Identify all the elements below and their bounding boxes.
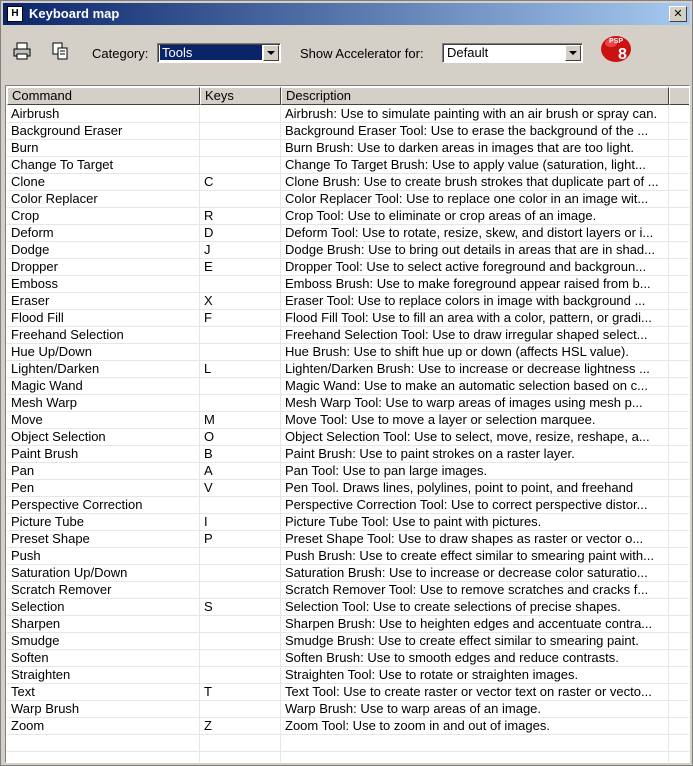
table-row[interactable] [7, 497, 690, 514]
filler-cell [669, 412, 690, 428]
filler-cell [669, 208, 690, 224]
filler-cell [669, 463, 690, 479]
app-icon: H [7, 6, 23, 22]
keys-cell [200, 157, 281, 173]
keys-cell: X [200, 293, 281, 309]
description-cell: Dodge Brush: Use to bring out details in areas that are in shad... [281, 242, 669, 258]
table-row[interactable] [7, 582, 690, 599]
description-cell: Pan Tool: Use to pan large images. [281, 463, 669, 479]
filler-cell [669, 106, 690, 122]
description-cell: Hue Brush: Use to shift hue up or down (affects HSL value). [281, 344, 669, 360]
command-cell: Freehand Selection [7, 327, 200, 343]
filler-cell [669, 174, 690, 190]
table-row[interactable] [7, 718, 690, 735]
description-cell: Freehand Selection Tool: Use to draw irregular shaped select... [281, 327, 669, 343]
command-cell: Zoom [7, 718, 200, 734]
command-cell: Straighten [7, 667, 200, 683]
command-cell: Flood Fill [7, 310, 200, 326]
description-cell: Dropper Tool: Use to select active foreground and backgroun... [281, 259, 669, 275]
command-cell: Soften [7, 650, 200, 666]
command-cell: Smudge [7, 633, 200, 649]
table-row[interactable] [7, 157, 690, 174]
keys-cell [200, 327, 281, 343]
filler-cell [669, 395, 690, 411]
command-cell [7, 752, 200, 763]
description-cell: Clone Brush: Use to create brush strokes that duplicate part of ... [281, 174, 669, 190]
keys-cell [200, 123, 281, 139]
command-cell: Dropper [7, 259, 200, 275]
filler-cell [669, 378, 690, 394]
command-cell [7, 735, 200, 751]
description-cell: Perspective Correction Tool: Use to correct perspective distor... [281, 497, 669, 513]
table-row[interactable] [7, 565, 690, 582]
keys-cell [200, 276, 281, 292]
keys-cell: M [200, 412, 281, 428]
table-row[interactable] [7, 633, 690, 650]
description-cell: Crop Tool: Use to eliminate or crop areas of an image. [281, 208, 669, 224]
table-row[interactable] [7, 531, 690, 548]
keys-cell: J [200, 242, 281, 258]
filler-cell [669, 344, 690, 360]
description-cell: Burn Brush: Use to darken areas in images that are too light. [281, 140, 669, 156]
description-cell: Mesh Warp Tool: Use to warp areas of images using mesh p... [281, 395, 669, 411]
copy-icon[interactable] [49, 40, 71, 62]
description-cell: Text Tool: Use to create raster or vector text on raster or vecto... [281, 684, 669, 700]
table-row[interactable] [7, 395, 690, 412]
accelerator-label: Show Accelerator for: [300, 46, 424, 61]
column-header-filler [669, 87, 690, 105]
column-header-row [7, 87, 690, 105]
filler-cell [669, 191, 690, 207]
filler-cell [669, 361, 690, 377]
command-cell: Saturation Up/Down [7, 565, 200, 581]
filler-cell [669, 565, 690, 581]
keys-cell: V [200, 480, 281, 496]
filler-cell [669, 718, 690, 734]
keys-cell [200, 616, 281, 632]
description-cell: Scratch Remover Tool: Use to remove scratches and cracks f... [281, 582, 669, 598]
table-row[interactable] [7, 106, 690, 123]
table-row[interactable] [7, 752, 690, 763]
command-cell: Eraser [7, 293, 200, 309]
table-row[interactable] [7, 616, 690, 633]
description-cell: Zoom Tool: Use to zoom in and out of images. [281, 718, 669, 734]
keys-cell [200, 395, 281, 411]
keys-cell: P [200, 531, 281, 547]
table-row[interactable] [7, 480, 690, 497]
filler-cell [669, 599, 690, 615]
command-cell: Pen [7, 480, 200, 496]
keys-cell: I [200, 514, 281, 530]
filler-cell [669, 548, 690, 564]
table-row[interactable] [7, 225, 690, 242]
command-cell: Dodge [7, 242, 200, 258]
description-cell: Warp Brush: Use to warp areas of an image. [281, 701, 669, 717]
svg-text:PSP: PSP [609, 38, 624, 45]
category-dropdown-button[interactable] [263, 45, 279, 61]
command-cell: Mesh Warp [7, 395, 200, 411]
keys-cell [200, 191, 281, 207]
command-cell: Push [7, 548, 200, 564]
description-cell: Color Replacer Tool: Use to replace one color in an image wit... [281, 191, 669, 207]
table-row[interactable] [7, 344, 690, 361]
table-row[interactable] [7, 463, 690, 480]
filler-cell [669, 633, 690, 649]
command-cell: Move [7, 412, 200, 428]
toolbar [1, 29, 692, 77]
accelerator-dropdown-button[interactable] [565, 45, 581, 61]
keys-cell: R [200, 208, 281, 224]
filler-cell [669, 140, 690, 156]
table-row[interactable] [7, 327, 690, 344]
command-cell: Picture Tube [7, 514, 200, 530]
filler-cell [669, 276, 690, 292]
column-header-description[interactable]: Description [281, 87, 669, 105]
table-row[interactable] [7, 684, 690, 701]
keys-cell [200, 344, 281, 360]
filler-cell [669, 242, 690, 258]
description-cell: Smudge Brush: Use to create effect similar to smearing paint. [281, 633, 669, 649]
window-title: Keyboard map [29, 6, 120, 21]
table-row[interactable] [7, 123, 690, 140]
command-cell: Object Selection [7, 429, 200, 445]
keys-cell [200, 633, 281, 649]
command-cell: Scratch Remover [7, 582, 200, 598]
keys-cell [200, 582, 281, 598]
filler-cell [669, 480, 690, 496]
command-cell: Lighten/Darken [7, 361, 200, 377]
description-cell: Selection Tool: Use to create selections of precise shapes. [281, 599, 669, 615]
command-cell: Burn [7, 140, 200, 156]
command-cell: Airbrush [7, 106, 200, 122]
description-cell: Flood Fill Tool: Use to fill an area with a color, pattern, or gradi... [281, 310, 669, 326]
keys-cell: D [200, 225, 281, 241]
table-row[interactable] [7, 735, 690, 752]
filler-cell [669, 531, 690, 547]
keys-cell: O [200, 429, 281, 445]
description-cell: Lighten/Darken Brush: Use to increase or decrease lightness ... [281, 361, 669, 377]
keys-cell [200, 752, 281, 763]
keys-cell: A [200, 463, 281, 479]
description-cell: Saturation Brush: Use to increase or decrease color saturatio... [281, 565, 669, 581]
description-cell: Change To Target Brush: Use to apply value (saturation, light... [281, 157, 669, 173]
table-row[interactable] [7, 378, 690, 395]
description-cell: Paint Brush: Use to paint strokes on a raster layer. [281, 446, 669, 462]
psp-logo-icon [599, 33, 633, 65]
table-row[interactable] [7, 429, 690, 446]
table-row[interactable] [7, 650, 690, 667]
table-row[interactable] [7, 191, 690, 208]
table-row[interactable] [7, 276, 690, 293]
description-cell: Move Tool: Use to move a layer or selection marquee. [281, 412, 669, 428]
category-label: Category: [92, 46, 149, 61]
filler-cell [669, 667, 690, 683]
command-cell: Emboss [7, 276, 200, 292]
table-row[interactable] [7, 310, 690, 327]
table-row[interactable] [7, 174, 690, 191]
table-row[interactable] [7, 514, 690, 531]
table-row[interactable] [7, 242, 690, 259]
command-cell: Magic Wand [7, 378, 200, 394]
keys-cell: L [200, 361, 281, 377]
table-row[interactable] [7, 259, 690, 276]
keys-cell [200, 735, 281, 751]
description-cell: Background Eraser Tool: Use to erase the background of the ... [281, 123, 669, 139]
filler-cell [669, 582, 690, 598]
description-cell: Sharpen Brush: Use to heighten edges and accentuate contra... [281, 616, 669, 632]
description-cell: Push Brush: Use to create effect similar to smearing paint with... [281, 548, 669, 564]
keys-cell: C [200, 174, 281, 190]
print-icon[interactable] [11, 40, 33, 62]
filler-cell [669, 293, 690, 309]
description-cell [281, 752, 669, 763]
table-row[interactable] [7, 293, 690, 310]
command-cell: Clone [7, 174, 200, 190]
command-cell: Hue Up/Down [7, 344, 200, 360]
table-row[interactable] [7, 548, 690, 565]
keys-cell [200, 106, 281, 122]
filler-cell [669, 497, 690, 513]
keys-cell: T [200, 684, 281, 700]
rows-container [7, 106, 690, 763]
description-cell: Eraser Tool: Use to replace colors in image with background ... [281, 293, 669, 309]
description-cell: Picture Tube Tool: Use to paint with pictures. [281, 514, 669, 530]
description-cell: Deform Tool: Use to rotate, resize, skew, and distort layers or i... [281, 225, 669, 241]
keys-cell [200, 548, 281, 564]
keys-cell [200, 650, 281, 666]
command-cell: Color Replacer [7, 191, 200, 207]
description-cell: Airbrush: Use to simulate painting with an air brush or spray can. [281, 106, 669, 122]
filler-cell [669, 684, 690, 700]
keys-cell [200, 667, 281, 683]
description-cell: Straighten Tool: Use to rotate or straighten images. [281, 667, 669, 683]
filler-cell [669, 701, 690, 717]
command-cell: Warp Brush [7, 701, 200, 717]
filler-cell [669, 310, 690, 326]
filler-cell [669, 157, 690, 173]
table-row[interactable] [7, 667, 690, 684]
category-value: Tools [160, 45, 262, 60]
table-row[interactable] [7, 446, 690, 463]
filler-cell [669, 446, 690, 462]
description-cell [281, 735, 669, 751]
accelerator-value: Default [447, 45, 489, 60]
table-row[interactable] [7, 412, 690, 429]
keys-cell [200, 497, 281, 513]
command-cell: Selection [7, 599, 200, 615]
command-cell: Background Eraser [7, 123, 200, 139]
command-cell: Crop [7, 208, 200, 224]
filler-cell [669, 225, 690, 241]
filler-cell [669, 327, 690, 343]
command-cell: Text [7, 684, 200, 700]
keys-cell [200, 565, 281, 581]
category-select[interactable] [157, 43, 281, 63]
description-cell: Preset Shape Tool: Use to draw shapes as raster or vector o... [281, 531, 669, 547]
command-cell: Preset Shape [7, 531, 200, 547]
column-header-keys[interactable]: Keys [200, 87, 281, 105]
column-header-command[interactable]: Command [7, 87, 200, 105]
filler-cell [669, 429, 690, 445]
filler-cell [669, 752, 690, 763]
keys-cell [200, 140, 281, 156]
filler-cell [669, 514, 690, 530]
close-button[interactable]: ✕ [669, 6, 687, 22]
filler-cell [669, 735, 690, 751]
svg-text:8: 8 [618, 46, 627, 63]
filler-cell [669, 650, 690, 666]
description-cell: Emboss Brush: Use to make foreground appear raised from b... [281, 276, 669, 292]
table-row[interactable] [7, 140, 690, 157]
table-row[interactable] [7, 361, 690, 378]
command-cell: Change To Target [7, 157, 200, 173]
command-cell: Deform [7, 225, 200, 241]
description-cell: Object Selection Tool: Use to select, move, resize, reshape, a... [281, 429, 669, 445]
keys-cell: B [200, 446, 281, 462]
command-cell: Pan [7, 463, 200, 479]
accelerator-select[interactable] [442, 43, 583, 63]
description-cell: Pen Tool. Draws lines, polylines, point to point, and freehand [281, 480, 669, 496]
description-cell: Soften Brush: Use to smooth edges and reduce contrasts. [281, 650, 669, 666]
filler-cell [669, 259, 690, 275]
command-cell: Sharpen [7, 616, 200, 632]
table-row[interactable] [7, 208, 690, 225]
table-row[interactable] [7, 599, 690, 616]
keys-cell [200, 701, 281, 717]
keys-cell: S [200, 599, 281, 615]
keys-cell [200, 378, 281, 394]
command-cell: Perspective Correction [7, 497, 200, 513]
keys-cell: E [200, 259, 281, 275]
table-row[interactable] [7, 701, 690, 718]
filler-cell [669, 616, 690, 632]
description-cell: Magic Wand: Use to make an automatic selection based on c... [281, 378, 669, 394]
keys-cell: Z [200, 718, 281, 734]
keyboard-map-list[interactable] [5, 85, 690, 763]
keys-cell: F [200, 310, 281, 326]
command-cell: Paint Brush [7, 446, 200, 462]
title-bar[interactable] [3, 3, 690, 25]
filler-cell [669, 123, 690, 139]
